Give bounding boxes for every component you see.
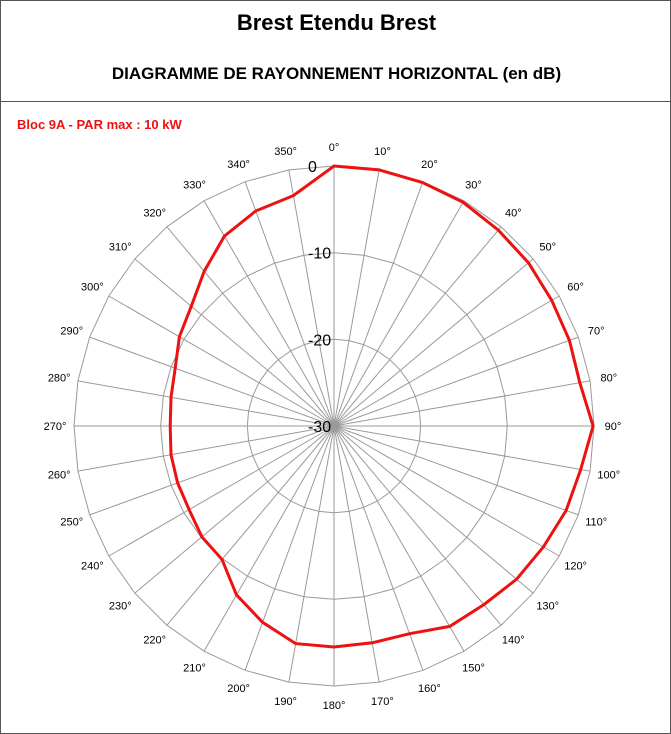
series-label: Bloc 9A - PAR max : 10 kW <box>17 117 182 132</box>
angle-tick-label: 200° <box>227 683 250 696</box>
angle-tick-label: 310° <box>108 241 132 254</box>
angle-tick-label: 70° <box>587 325 605 338</box>
angle-tick-label: 270° <box>43 421 67 433</box>
angle-tick-label: 10° <box>374 146 391 159</box>
angle-tick-label: 210° <box>183 662 206 675</box>
angle-tick-label: 90° <box>604 421 622 433</box>
angle-tick-label: 20° <box>421 158 438 171</box>
angle-tick-label: 290° <box>60 325 84 338</box>
angle-tick-label: 160° <box>418 683 441 696</box>
angle-tick-label: 0° <box>328 142 340 154</box>
chart-subtitle: DIAGRAMME DE RAYONNEMENT HORIZONTAL (en dB) <box>111 64 562 83</box>
angle-tick-label: 240° <box>81 560 104 573</box>
angle-tick-label: 300° <box>81 281 104 294</box>
angle-tick-label: 260° <box>47 469 71 482</box>
angle-tick-label: 180° <box>322 700 346 712</box>
radial-tick-label: -10 <box>308 245 332 263</box>
angle-tick-label: 220° <box>143 634 167 647</box>
angle-tick-label: 280° <box>47 372 71 385</box>
angle-tick-label: 50° <box>539 241 557 254</box>
radial-tick-label: -30 <box>308 419 332 436</box>
series-line <box>170 166 593 647</box>
polar-plot <box>1 1 670 733</box>
angle-tick-label: 120° <box>564 560 587 573</box>
angle-tick-label: 320° <box>143 207 167 220</box>
angle-tick-label: 150° <box>462 662 485 675</box>
angle-tick-label: 110° <box>585 516 608 529</box>
angle-tick-label: 40° <box>504 207 522 220</box>
angle-tick-label: 350° <box>274 146 297 159</box>
angle-tick-label: 170° <box>371 695 394 708</box>
angle-tick-label: 340° <box>227 158 250 171</box>
angle-tick-label: 140° <box>501 634 525 647</box>
angle-tick-label: 230° <box>108 600 132 613</box>
angle-tick-label: 30° <box>465 179 482 192</box>
angle-tick-label: 130° <box>536 600 560 613</box>
chart-title: Brest Etendu Brest <box>236 10 437 35</box>
radial-tick-label: -20 <box>308 332 332 350</box>
angle-tick-label: 80° <box>600 372 618 385</box>
angle-tick-label: 190° <box>274 695 297 708</box>
angle-tick-label: 100° <box>597 469 621 482</box>
series-layer <box>170 166 593 647</box>
radial-tick-label: 0 <box>308 159 317 176</box>
angle-tick-label: 60° <box>567 281 584 294</box>
angle-tick-label: 330° <box>183 179 206 192</box>
polar-grid <box>74 166 594 686</box>
angle-tick-label: 250° <box>60 516 84 529</box>
